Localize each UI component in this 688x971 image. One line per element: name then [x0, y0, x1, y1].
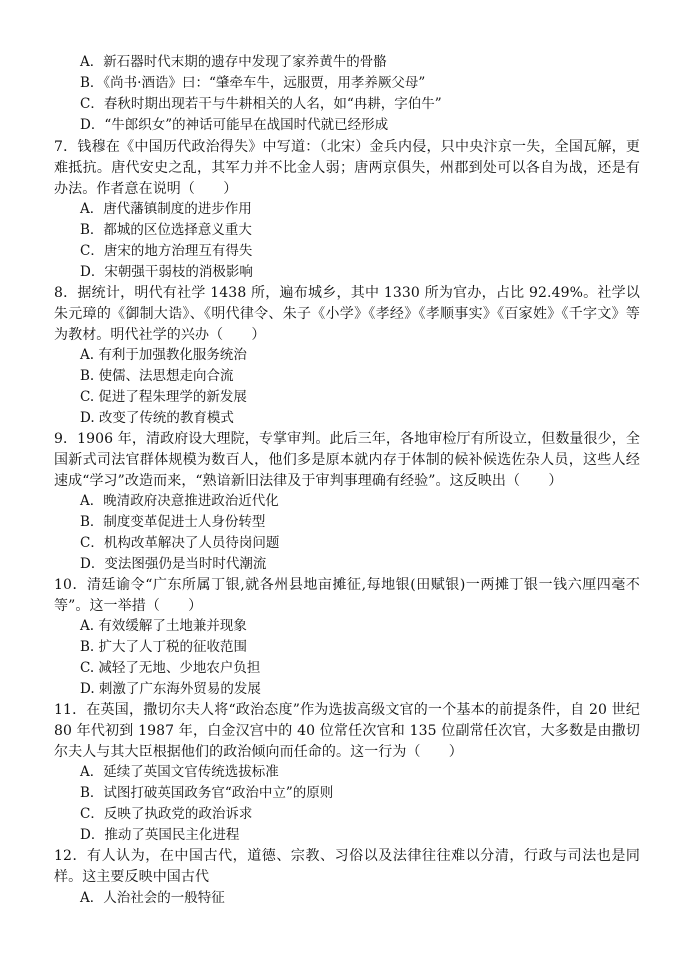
q9-option-b[interactable]: B．制度变革促进士人身份转型: [80, 514, 266, 530]
q7-option-c[interactable]: C．唐宋的地方治理互有得失: [80, 243, 253, 259]
q11-option-a[interactable]: A．延续了英国文官传统选拔标准: [80, 764, 279, 780]
q11-stem: 11．在英国，撒切尔夫人将“政治态度”作为选拔高级文官的一个基本的前提条件，自 20 世纪 80 年代初到 1987 年，白金汉宫中的 40 位常任次官和 135 位副常任次官，大多数是由撒切尔夫人与其大臣根据他们的政治倾向而任命的。这一行为（ ）: [54, 702, 640, 760]
q6-option-a[interactable]: A．新石器时代末期的遗存中发现了家养黄牛的骨骼: [80, 54, 387, 70]
q9-option-d[interactable]: D．变法图强仍是当时时代潮流: [80, 556, 267, 572]
q6-option-b[interactable]: B．《尚书·酒诰》曰：“肇牵车牛，远服贾，用孝养厥父母”: [80, 75, 426, 91]
q8-option-b[interactable]: B. 使儒、法思想走向合流: [80, 368, 234, 384]
q11-option-d[interactable]: D．推动了英国民主化进程: [80, 827, 240, 843]
q12-option-a[interactable]: A．人治社会的一般特征: [80, 890, 225, 906]
q7-option-d[interactable]: D．宋朝强干弱枝的消极影响: [80, 264, 253, 280]
q10-option-d[interactable]: D. 刺激了广东海外贸易的发展: [80, 681, 261, 697]
q8-stem: 8．据统计，明代有社学 1438 所，遍布城乡，其中 1330 所为官办，占比 92.49%。社学以朱元璋的《御制大诰》、《明代律令、朱子《小学》《孝经》《孝顺事实》《百家姓》《千字文》等为教材。明代社学的兴办（ ）: [54, 285, 640, 343]
q6-option-d[interactable]: D．“牛郎织女”的神话可能早在战国时代就已经形成: [80, 117, 389, 133]
q10-option-b[interactable]: B. 扩大了人丁税的征收范围: [80, 639, 248, 655]
q10-stem: 10．清廷谕令“广东所属丁银,就各州县地亩摊征,每地银(田赋银)一两摊丁银一钱六厘四毫不等”。这一举措（ ）: [54, 577, 640, 614]
q8-option-c[interactable]: C. 促进了程朱理学的新发展: [80, 389, 247, 405]
q8-option-a[interactable]: A. 有利于加强教化服务统治: [80, 347, 247, 363]
q7-option-a[interactable]: A．唐代藩镇制度的进步作用: [80, 201, 252, 217]
q10-option-a[interactable]: A. 有效缓解了土地兼并现象: [80, 618, 247, 634]
q10-option-c[interactable]: C. 减轻了无地、少地农户负担: [80, 660, 261, 676]
q6-option-c[interactable]: C．春秋时期出现若干与牛耕相关的人名，如“冉耕，字伯牛”: [80, 96, 442, 112]
q11-option-b[interactable]: B．试图打破英国政务官“政治中立”的原则: [80, 785, 334, 801]
q9-stem: 9．1906 年，清政府设大理院，专掌审判。此后三年，各地审检厅有所设立，但数量很少，全国新式司法官群体规模为数百人，他们多是原本就内存于体制的候补候选佐杂人员，这些人经速成“学习”改造而来，“熟谙新旧法律及于审判事理确有经验”。这反映出（ ）: [54, 431, 640, 489]
q7-option-b[interactable]: B．都城的区位选择意义重大: [80, 222, 252, 238]
q11-option-c[interactable]: C．反映了执政党的政治诉求: [80, 806, 253, 822]
q12-stem: 12．有人认为，在中国古代，道德、宗教、习俗以及法律往往难以分清，行政与司法也是同样。这主要反映中国古代: [54, 848, 640, 885]
q9-option-c[interactable]: C．机构改革解决了人员待岗问题: [80, 535, 280, 551]
q8-option-d[interactable]: D. 改变了传统的教育模式: [80, 410, 234, 426]
q9-option-a[interactable]: A．晚清政府决意推进政治近代化: [80, 493, 279, 509]
q7-stem: 7．钱穆在《中国历代政治得失》中写道：（北宋）金兵内侵，只中央汴京一失，全国瓦解，更难抵抗。唐代安史之乱，其军力并不比金人弱；唐两京俱失，州郡到处可以各自为战，还是有办法。作者意在说明（ ）: [54, 139, 640, 197]
